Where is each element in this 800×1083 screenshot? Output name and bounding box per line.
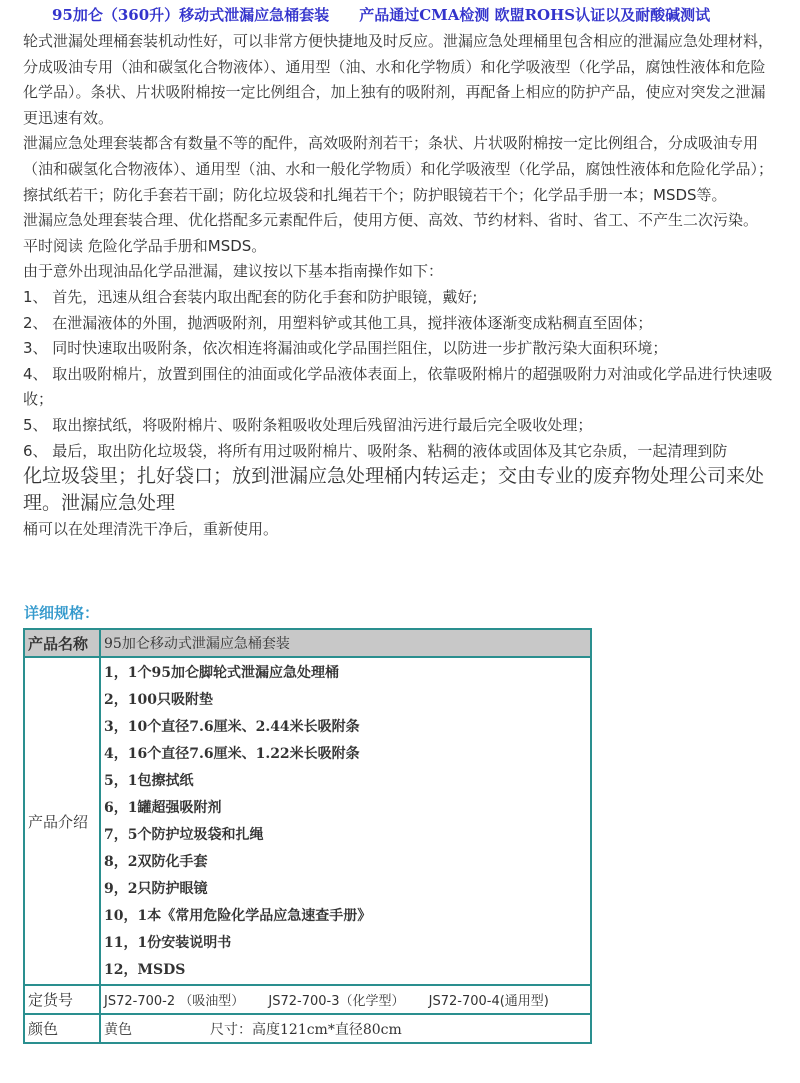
intro-items: [100, 657, 591, 985]
certification-text: 产品通过CMA检测 欧盟ROHS认证以及耐酸碱测试: [359, 6, 711, 24]
step-1: 1、 首先，迅速从组合套装内取出配套的防化手套和防护眼镜，戴好;: [23, 287, 478, 306]
list-item: 9，2只防护眼镜: [104, 881, 208, 897]
intro-label: 产品介绍: [24, 657, 100, 985]
step-6-line-1: 6、 最后，取出防化垃圾袋，将所有用过吸附棉片、吸附条、粘稠的液体或固体及其它杂质，一起清理到防: [23, 441, 728, 460]
step-5: 5、 取出擦拭纸，将吸附棉片、吸附条粗吸收处理后残留油污进行最后完全吸收处理；: [23, 415, 593, 434]
name-label: 产品名称: [24, 629, 100, 657]
list-item: 8，2双防化手套: [104, 854, 208, 870]
name-value: 95加仑移动式泄漏应急桶套装: [100, 629, 591, 657]
list-item: 5，1包擦拭纸: [104, 773, 194, 789]
order-values: [100, 985, 591, 1014]
spec-heading: 详细规格：: [24, 604, 100, 622]
intro-paragraph: 轮式泄漏处理桶套装机动性好，可以非常方便快捷地及时反应。泄漏应急处理桶里包含相应的泄漏应急处理材料，分成吸油专用（油和碳氢化合物液体）、通用型（油、水和化学物质）和化学吸液型（化学品，腐蚀性液体和危险化学品）。条状、片状吸附棉按一定比例组合，加上独有的吸附剂，再配备上相应的防护产品，使应对突发之泄漏更迅速有效。: [23, 32, 774, 127]
step-2: 2、 在泄漏液体的外围，抛洒吸附剂，用塑料铲或其他工具，搅拌液体逐渐变成粘稠直至固体；: [23, 313, 653, 332]
order-number-universal: JS72-700-4(通用型): [428, 994, 549, 1009]
list-item: 12，MSDS: [104, 962, 186, 978]
spec-row-name: [24, 629, 591, 657]
step-6-line-3: 桶可以在处理清洗干净后，重新使用。: [23, 520, 279, 539]
step-4: 4、 取出吸附棉片，放置到围住的油面或化学品液体表面上，依靠吸附棉片的超强吸附力对油或化学品进行快速吸收；: [23, 364, 773, 409]
list-item: 2，100只吸附垫: [104, 692, 213, 708]
color-value: 黄色: [104, 1021, 132, 1038]
color-label: 颜色: [24, 1014, 100, 1043]
order-label: 定货号: [24, 985, 100, 1014]
list-item: 6，1罐超强吸附剂: [104, 800, 222, 816]
order-number-oil: JS72-700-2 （吸油型）: [104, 994, 245, 1009]
list-item: 11，1份安装说明书: [104, 935, 232, 951]
list-item: 7，5个防护垃圾袋和扎绳: [104, 827, 264, 843]
step-6-line-2: 化垃圾袋里；扎好袋口；放到泄漏应急处理桶内转运走；交由专业的废弃物处理公司来处理。泄漏应急处理: [23, 465, 765, 514]
list-item: 10，1本《常用危险化学品应急速查手册》: [104, 908, 372, 924]
reading-note: 平时阅读 危险化学品手册和MSDS。: [23, 236, 267, 255]
spec-row-order: [24, 985, 591, 1014]
title-text: 95加仑（360升）移动式泄漏应急桶套装: [52, 6, 330, 24]
list-item: 3，10个直径7.6厘米、2.44米长吸附条: [104, 719, 360, 735]
color-and-size: [100, 1014, 591, 1043]
size-value: 尺寸：高度121cm*直径80cm: [210, 1021, 402, 1038]
step-6: [23, 439, 778, 543]
guide-intro: 由于意外出现油品化学品泄漏，建议按以下基本指南操作如下：: [23, 262, 444, 281]
advantages-paragraph: 泄漏应急处理套装合理、优化搭配多元素配件后，使用方便、高效、节约材料、省时、省工、不产生二次污染。: [23, 211, 759, 230]
description-body: [23, 29, 778, 543]
order-number-chemical: JS72-700-3（化学型）: [268, 994, 405, 1009]
step-3: 3、 同时快速取出吸附条，依次相连将漏油或化学品围拦阻住，以防进一步扩散污染大面积环境；: [23, 339, 668, 358]
spec-table: [23, 628, 592, 1044]
spec-row-intro: [24, 657, 591, 985]
page-title: [52, 4, 792, 26]
components-paragraph: 泄漏应急处理套装都含有数量不等的配件，高效吸附剂若干；条状、片状吸附棉按一定比例组合，分成吸油专用（油和碳氢化合物液体）、通用型（油、水和一般化学物质）和化学吸液型（化学品，腐蚀性液体和危险化学品）；擦拭纸若干；防化手套若干副；防化垃圾袋和扎绳若干个；防护眼镜若干个；化学品手册一本；MSDS等。: [23, 134, 774, 204]
spec-row-color: [24, 1014, 591, 1043]
list-item: 1，1个95加仑脚轮式泄漏应急处理桶: [104, 665, 339, 681]
list-item: 4，16个直径7.6厘米、1.22米长吸附条: [104, 746, 360, 762]
